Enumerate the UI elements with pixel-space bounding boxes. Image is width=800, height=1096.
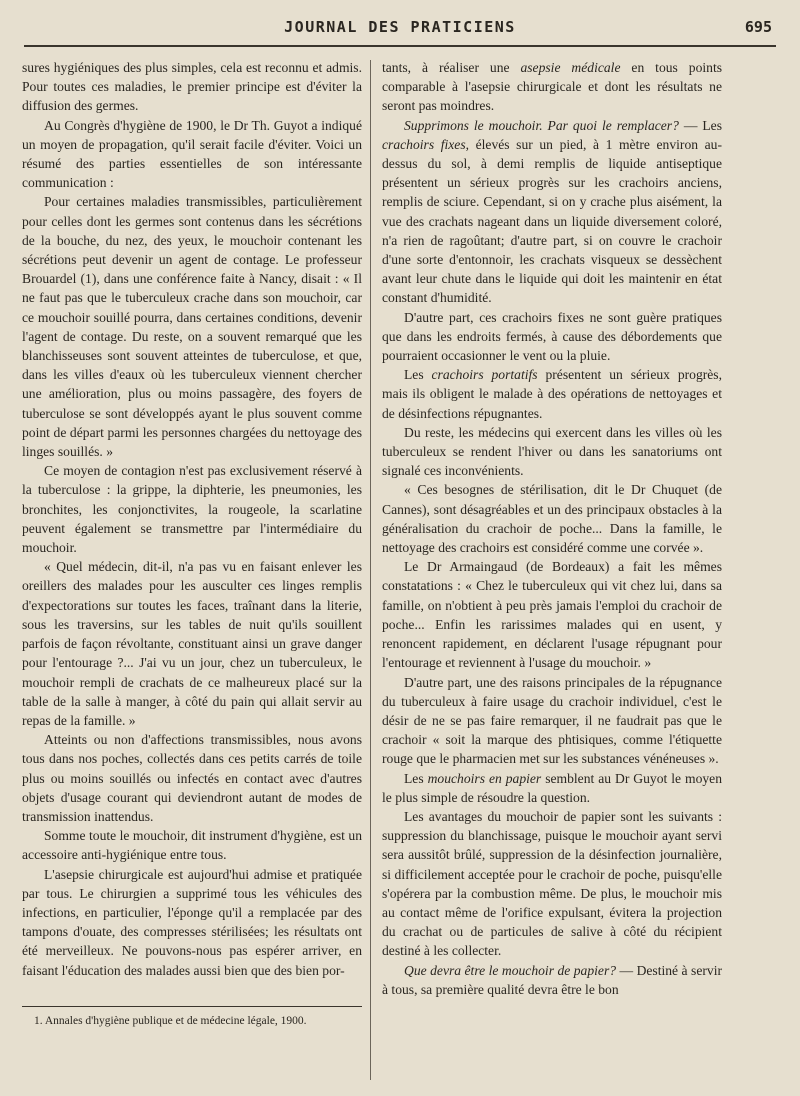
text-run: Les xyxy=(404,367,432,383)
footnote-rule xyxy=(22,1006,362,1007)
italic-text: asepsie médicale xyxy=(520,60,621,75)
italic-text: Que devra être le mouchoir de papier? xyxy=(404,962,617,978)
text-run: Ce moyen de contagion n'est pas exclusivement réservé à la tuberculose : la grippe, la diphterie, les pneumonies, les bronchites, les conjonctivites, la rougeole, la scarlatine peuvent également se transmettre par l'intermédiaire du mouchoir. xyxy=(22,463,362,556)
paragraph xyxy=(22,865,362,980)
text-run: Les xyxy=(404,770,428,786)
paragraph xyxy=(382,480,722,557)
text-run: Du reste, les médecins qui exercent dans les villes où les tuberculeux se rendent l'hiver ou dans les sanatoriums ont signalé ces inconvénients. xyxy=(382,424,722,479)
text-run: Les avantages du mouchoir de papier sont les suivants : suppression du blanchissage, puisque le mouchoir ayant servi sera aussitôt brûlé, suppression de la désinfection journalière, si difficilement acceptée pour le crachoir de poche, puisqu'elle s'opérera par la combustion même. De plus, le mouchoir mis au contact même de l'orifice expulsant, évitera la projection du crachat ou de particules de salive à côté du récipient destiné à les collecter. xyxy=(382,808,722,959)
paragraph xyxy=(22,192,362,461)
text-run: D'autre part, ces crachoirs fixes ne sont guère pratiques que dans les endroits fermés, à cause des débordements que pourraient occasionner le vent ou la pluie. xyxy=(382,309,722,364)
paragraph xyxy=(22,58,362,116)
paragraph xyxy=(382,769,722,807)
italic-text: mouchoirs en papier xyxy=(427,770,542,786)
text-run: sures hygiéniques des plus simples, cela est reconnu et admis. Pour toutes ces maladies, le premier principe est d'éviter la diffusion des germes. xyxy=(22,60,362,114)
paragraph xyxy=(382,673,722,769)
text-run: , élevés sur un pied, à 1 mètre environ au-dessus du sol, à demi remplis de liquide antiseptique présentent un sérieux progrès sur les crachoirs anciens, remplis de sciure. Cependant, si on y crache plus aisément, la vue des crachats nageant dans un liquide diversement coloré, n'a rien de ragoûtant; d'autre part, si on couvre le crachoir d'une sorte d'entonnoir, les crachats visqueux se dessèchent avant leur chute dans le liquide qui doit les maintenir en état constant d'humidité. xyxy=(382,136,722,306)
left-column xyxy=(22,58,362,980)
paragraph xyxy=(382,365,722,423)
text-run: D'autre part, une des raisons principales de la répugnance du tuberculeux à faire usage du crachoir individuel, c'est le désir de ne se pas faire remarquer, il ne faudrait pas que le crachoir « soit la marque des phtisiques, comme l'étiquette rouge que le pharmacien met sur les substances vénéneuses ». xyxy=(382,674,722,767)
paragraph xyxy=(382,807,722,961)
paragraph xyxy=(22,461,362,557)
paragraph xyxy=(382,423,722,481)
text-run: en tous points comparable à l'asepsie chirurgicale et dont les résultats ne seront pas moindres. xyxy=(382,60,723,114)
paragraph xyxy=(22,557,362,730)
paragraph xyxy=(22,826,362,864)
text-run: — Les xyxy=(678,117,722,133)
header-rule xyxy=(24,45,776,47)
text-run: « Ces besognes de stérilisation, dit le Dr Chuquet (de Cannes), sont désagréables et un des principaux obstacles à la généralisation du crachoir de poche... Dans la famille, le nettoyage des crachoirs est considéré comme une corvée ». xyxy=(382,482,722,556)
running-title: JOURNAL DES PRATICIENS xyxy=(284,18,516,36)
column-divider xyxy=(370,60,371,1080)
text-run: semblent au Dr Guyot le moyen le plus simple de résoudre la question. xyxy=(382,770,723,805)
text-run: — Destiné à servir à tous, sa première qualité devra être le bon xyxy=(382,962,722,997)
italic-text: crachoirs portatifs xyxy=(431,367,538,383)
text-run: Somme toute le mouchoir, dit instrument d'hygiène, est un accessoire anti-hygiénique entre tous. xyxy=(22,828,362,863)
paragraph xyxy=(382,116,722,308)
text-run: présentent un sérieux progrès, mais ils obligent le malade à des opérations de nettoyages et de désinfections répugnantes. xyxy=(382,367,722,421)
paragraph xyxy=(382,58,722,116)
text-run: Au Congrès d'hygiène de 1900, le Dr Th. Guyot a indiqué un moyen de propagation, qu'il serait facile d'éviter. Voici un résumé des parties essentielles de son intéressante communication : xyxy=(22,117,362,191)
text-run: tants, à réaliser une xyxy=(382,60,521,75)
text-run: Le Dr Armaingaud (de Bordeaux) a fait les mêmes constatations : « Chez le tuberculeux qui vit chez lui, dans sa famille, on n'obtient à peu près jamais l'emploi du crachoir de poche... Enfin les rarissimes malades qui en usent, y renoncent rapidement, en déclarent l'usage répugnant pour l'entourage et reviennent à l'usage du mouchoir. » xyxy=(382,559,722,671)
text-run: L'asepsie chirurgicale est aujourd'hui admise et pratiquée par tous. Le chirurgien a supprimé tous les véhicules des infections, en particulier, l'éponge qu'il a remplacée par des tampons d'ouate, des compresses stérilisées; les résultats ont été merveilleux. Ne pouvons-nous pas espérer arriver, en faisant l'éducation des malades aussi bien que des bien por- xyxy=(22,866,362,978)
page-header xyxy=(24,18,776,44)
paragraph xyxy=(22,730,362,826)
paragraph xyxy=(382,308,722,366)
page-number: 695 xyxy=(744,18,772,36)
text-run: Atteints ou non d'affections transmissibles, nous avons tous dans nos poches, collectés dans ces petits carrés de toile plus ou moins souillés ou infectés en contact avec d'autres objets d'usage courant qui deviendront autant de modes de transmission inattendus. xyxy=(22,732,362,824)
paragraph xyxy=(382,961,722,999)
paragraph xyxy=(22,116,362,193)
text-run: « Quel médecin, dit-il, n'a pas vu en faisant enlever les oreillers des malades pour les ausculter ces linges remplis d'expectorations sur toutes les faces, traînant dans la literie, sous les traversins, sur les tables de nuit qu'ils souillent parfois de façon révoltante, constituant ainsi un grave danger pour l'entourage ?... J'ai vu un jour, chez un tuberculeux, le mouchoir rempli de crachats de ce malheureux placé sur la table de la salle à manger, à côté du pain qui allait servir au repas de la famille. » xyxy=(22,559,362,728)
text-run: Pour certaines maladies transmissibles, particulièrement pour celles dont les germes sont contenus dans les sécrétions de la bouche, du nez, des yeux, le mouchoir contenant les sécrétions peut devenir un agent de contage. Le professeur Brouardel (1), dans une conférence faite à Nancy, disait : « Il ne faut pas que le tuberculeux crache dans son mouchoir, car ce mouchoir souillé pourra, dans certaines conditions, devenir l'agent de contage. Du reste, on a souvent remarqué que les blanchisseuses sont souvent atteintes de tuberculose, et que, dans les villes d'eaux où les tuberculeux viennent chercher une amélioration, plus ou moins passagère, des foyers de tuberculose se sont développés ayant le plus souvent comme point de départ parmi les personnes chargées du nettoyage des linges souillés. » xyxy=(22,194,362,460)
italic-text: Supprimons le mouchoir. Par quoi le remplacer? xyxy=(404,117,679,133)
paragraph xyxy=(382,557,722,672)
footnote: 1. Annales d'hygiène publique et de médecine légale, 1900. xyxy=(34,1015,307,1027)
right-column xyxy=(382,58,722,999)
italic-text: crachoirs fixes xyxy=(382,136,466,152)
